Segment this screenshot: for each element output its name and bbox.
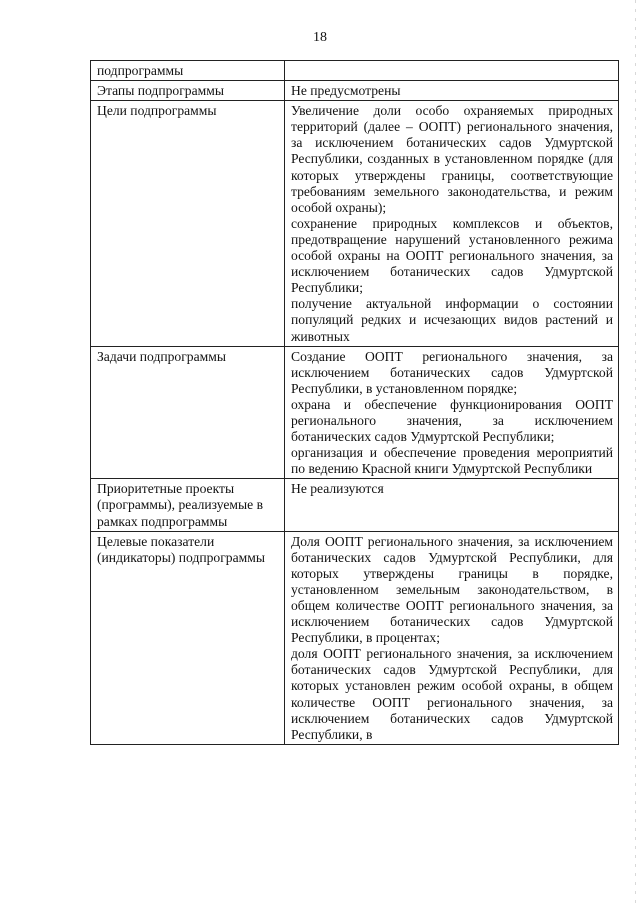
- table-row: [91, 531, 619, 744]
- table-row: [91, 61, 619, 81]
- row-value: [285, 61, 619, 81]
- row-value-paragraph: Создание ООПТ регионального значения, за исключением ботанических садов Удмуртской Республики, в установленном порядке;: [291, 348, 613, 396]
- row-value-paragraph: сохранение природных комплексов и объектов, предотвращение нарушений установленного режима особой охраны на ООПТ регионального значения, за исключением ботанических садов Удмуртской Республики;: [291, 215, 613, 296]
- table-row: [91, 101, 619, 346]
- row-value: [285, 531, 619, 744]
- row-value-paragraph: Не предусмотрены: [291, 83, 401, 99]
- table-row: [91, 346, 619, 479]
- row-value-paragraph: организация и обеспечение проведения мероприятий по ведению Красной книги Удмуртской Республики: [291, 445, 613, 477]
- row-value-paragraph: Не реализуются: [291, 481, 384, 497]
- table-row: [91, 81, 619, 101]
- row-value-paragraph: охрана и обеспечение функционирования ООПТ регионального значения, за исключением ботанических садов Удмуртской Республики;: [291, 396, 613, 445]
- row-label: подпрограммы: [91, 61, 285, 81]
- row-value: [285, 479, 619, 531]
- row-label: Этапы подпрограммы: [91, 81, 285, 101]
- page-number: 18: [313, 30, 327, 45]
- row-label: Задачи подпрограммы: [91, 346, 285, 479]
- row-value-paragraph: доля ООПТ регионального значения, за исключением ботанических садов Удмуртской Республики, для которых установлен режим особой охраны, в общем количестве ООПТ регионального значения, за исключением ботанических садов Удмуртской Республики, в: [291, 646, 613, 742]
- row-label: Приоритетные проекты (программы), реализуемые в рамках подпрограммы: [91, 479, 285, 531]
- table-row: [91, 479, 619, 531]
- scan-edge-decoration: [635, 0, 636, 905]
- row-label: Целевые показатели (индикаторы) подпрограммы: [91, 531, 285, 744]
- row-value: [285, 81, 619, 101]
- row-value-paragraph: Увеличение доли особо охраняемых природных территорий (далее – ООПТ) регионального значения, за исключением ботанических садов Удмуртской Республики, созданных в установленном порядке (для которых утверждены границы, соответствующие требованиям земельного законодательства, и режим особой охраны);: [291, 103, 613, 215]
- row-label: Цели подпрограммы: [91, 101, 285, 346]
- row-value-paragraph: получение актуальной информации о состоянии популяций редких и исчезающих видов растений и животных: [291, 296, 613, 344]
- subprogram-passport-table: [90, 60, 619, 745]
- row-value: [285, 101, 619, 346]
- row-value-paragraph: Доля ООПТ регионального значения, за исключением ботанических садов Удмуртской Республики, для которых утверждены границы в порядке, установленном земельным законодательством, в общем количестве ООПТ регионального значения, за исключением ботанических садов Удмуртской Республики, в процентах;: [291, 533, 613, 646]
- row-value: [285, 346, 619, 479]
